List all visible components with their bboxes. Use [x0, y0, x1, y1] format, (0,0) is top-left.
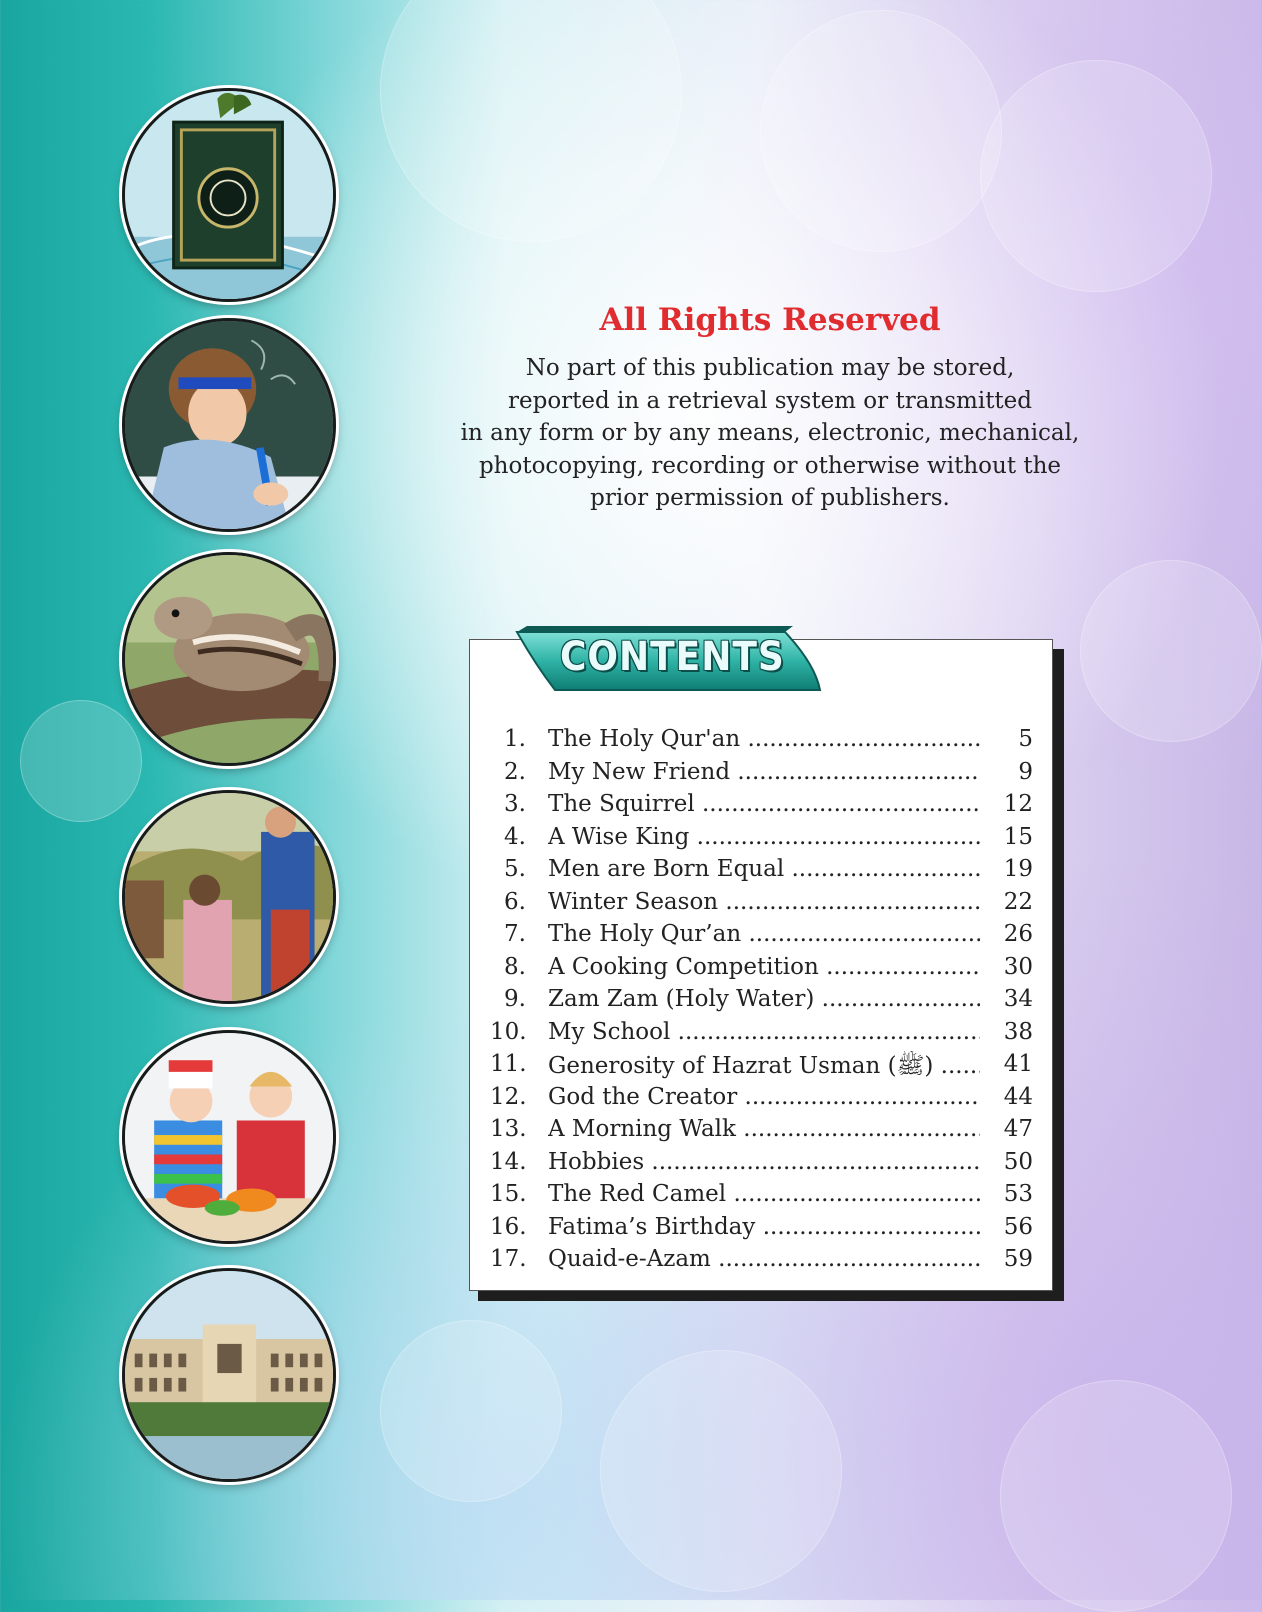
bokeh-decoration	[1080, 560, 1262, 742]
toc-entry	[490, 1019, 1035, 1052]
toc-entry	[490, 1246, 1035, 1279]
rights-line: in any form or by any means, electronic, mechanical,	[460, 420, 1080, 447]
contents-heading: CONTENTS	[560, 634, 785, 680]
rights-notice	[400, 352, 1140, 515]
toc-entry-number: 14.	[490, 1148, 527, 1175]
toc-entry-number: 8.	[504, 953, 526, 980]
toc-entry-page: 34	[1003, 986, 1033, 1012]
king-and-child-image	[122, 790, 336, 1004]
toc-entry-title: Zam Zam (Holy Water) .....	[548, 986, 980, 1012]
bokeh-decoration	[380, 0, 682, 242]
toc-entry	[490, 824, 1035, 857]
toc-entry-page: 30	[1003, 953, 1033, 980]
toc-entry-number: 15.	[490, 1181, 527, 1207]
toc-entry-number: 13.	[490, 1116, 527, 1142]
toc-entry-number: 12.	[490, 1083, 527, 1110]
toc-entry	[490, 759, 1035, 792]
toc-entry-page: 22	[1003, 888, 1033, 915]
toc-entry-number: 3.	[504, 791, 526, 817]
toc-entry-title: God the Creator .....	[548, 1084, 980, 1110]
contents-list	[490, 726, 1035, 1279]
toc-entry-title: Hobbies .....	[548, 1149, 980, 1175]
toc-entry-page: 12	[1003, 791, 1033, 817]
toc-entry-page: 44	[1003, 1083, 1033, 1110]
toc-entry	[490, 1084, 1035, 1117]
toc-entry	[490, 791, 1035, 824]
toc-entry-title: My New Friend .....	[548, 759, 980, 785]
toc-entry-number: 2.	[504, 758, 526, 785]
toc-entry-title: A Cooking Competition .....	[548, 954, 980, 980]
bokeh-decoration	[1000, 1380, 1232, 1612]
rights-line: photocopying, recording or otherwise without the	[478, 452, 1062, 479]
toc-entry-title: Generosity of Hazrat Usman (ﷺ) .....	[548, 1051, 980, 1085]
toc-entry	[490, 856, 1035, 889]
rights-line: No part of this publication may be stored,	[525, 355, 1015, 381]
toc-entry-number: 7.	[504, 921, 526, 947]
toc-entry-title: The Red Camel .....	[548, 1181, 980, 1207]
toc-entry-title: The Holy Qur’an .....	[548, 921, 980, 947]
toc-entry-number: 6.	[504, 888, 526, 915]
toc-entry-page: 56	[1003, 1213, 1033, 1240]
squirrel-image	[122, 552, 336, 766]
toc-entry-page: 41	[1003, 1051, 1033, 1077]
toc-entry-number: 4.	[504, 823, 526, 850]
toc-entry-title: The Squirrel .....	[548, 791, 980, 817]
toc-entry	[490, 921, 1035, 954]
toc-entry-number: 1.	[504, 726, 526, 752]
rights-title: All Rights Reserved	[599, 302, 941, 338]
toc-entry-title: Men are Born Equal .....	[548, 856, 980, 882]
toc-entry-title: The Holy Qur'an .....	[548, 726, 980, 752]
toc-entry-number: 16.	[490, 1213, 527, 1240]
toc-entry-page: 15	[1003, 823, 1033, 850]
toc-entry	[490, 954, 1035, 987]
toc-entry-number: 9.	[504, 986, 526, 1012]
bokeh-decoration	[20, 700, 142, 822]
bokeh-decoration	[600, 1350, 842, 1592]
bokeh-decoration	[380, 1320, 562, 1502]
children-cooking-image	[122, 1030, 336, 1244]
toc-entry-title: A Wise King .....	[548, 824, 980, 850]
toc-entry	[490, 1116, 1035, 1149]
toc-entry	[490, 889, 1035, 922]
toc-entry	[490, 1214, 1035, 1247]
toc-entry	[490, 1051, 1035, 1084]
toc-entry-title: Quaid-e-Azam .....	[548, 1246, 980, 1272]
toc-entry-title: A Morning Walk .....	[548, 1116, 980, 1142]
toc-entry-page: 50	[1003, 1148, 1033, 1175]
toc-entry	[490, 1149, 1035, 1182]
girl-writing-image	[122, 318, 336, 532]
toc-entry-page: 59	[1003, 1246, 1033, 1272]
toc-entry	[490, 726, 1035, 759]
toc-entry-page: 26	[1003, 921, 1033, 947]
bokeh-decoration	[980, 60, 1212, 292]
toc-entry-title: Fatima’s Birthday .....	[548, 1214, 980, 1240]
toc-entry-page: 53	[1003, 1181, 1033, 1207]
toc-entry-page: 9	[1018, 758, 1033, 785]
toc-entry-number: 5.	[504, 856, 526, 882]
toc-entry-title: My School .....	[548, 1019, 980, 1045]
toc-entry-number: 11.	[490, 1051, 527, 1077]
rights-line: reported in a retrieval system or transmitted	[507, 387, 1033, 414]
toc-entry-number: 10.	[490, 1018, 527, 1045]
toc-entry	[490, 1181, 1035, 1214]
toc-entry-page: 47	[1003, 1116, 1033, 1142]
toc-entry-page: 5	[1018, 726, 1033, 752]
school-building-image	[122, 1268, 336, 1482]
toc-entry-number: 17.	[490, 1246, 527, 1272]
bokeh-decoration	[760, 10, 1002, 252]
toc-entry-page: 38	[1003, 1018, 1033, 1045]
toc-entry	[490, 986, 1035, 1019]
quran-book-image	[122, 88, 336, 302]
toc-entry-page: 19	[1003, 856, 1033, 882]
rights-line: prior permission of publishers.	[590, 485, 950, 512]
toc-entry-title: Winter Season .....	[548, 889, 980, 915]
